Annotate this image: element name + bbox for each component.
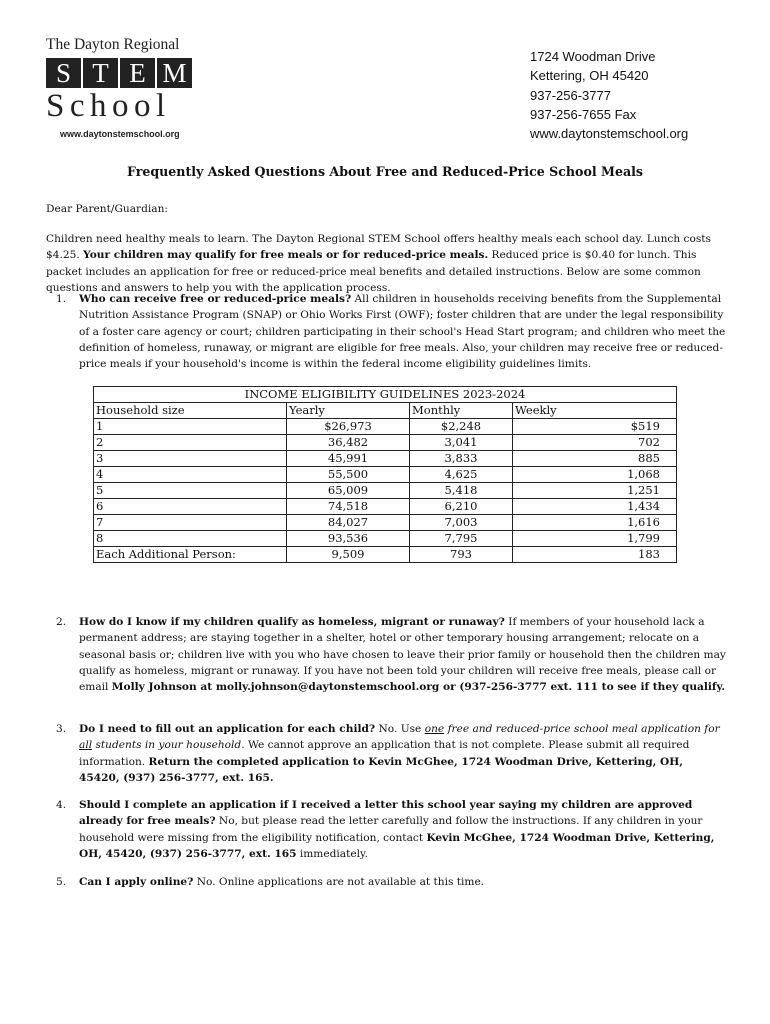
faq-number: 1. bbox=[56, 293, 67, 305]
table-cell: 1,068 bbox=[513, 467, 677, 483]
table-cell: Each Additional Person: bbox=[94, 547, 287, 563]
faq-answer: If members of your household lack a permanent address; are staying together in a shelter, hotel or other temporary housing arrangement; relocate on a seasonal basis or; children live with you who have chosen to leave their prior family or household then the children may qualify as homeless, migrant or runaway. If you have not been told your children will receive free meals, please call or email bbox=[79, 616, 726, 694]
faq-answer-italic: free and reduced-price school meal application for bbox=[447, 723, 720, 735]
table-cell: 1,616 bbox=[513, 515, 677, 531]
table-cell: 9,509 bbox=[287, 547, 410, 563]
table-cell: 4 bbox=[94, 467, 287, 483]
table-header-cell: Household size bbox=[94, 403, 287, 419]
page-title: Frequently Asked Questions About Free and Reduced-Price School Meals bbox=[126, 164, 644, 179]
table-cell: 3,041 bbox=[410, 435, 513, 451]
address-city: Kettering, OH 45420 bbox=[530, 68, 649, 84]
table-cell: 36,482 bbox=[287, 435, 410, 451]
faq-number: 3. bbox=[56, 723, 67, 735]
table-cell: 3 bbox=[94, 451, 287, 467]
table-row bbox=[94, 419, 677, 435]
table-header-cell: Monthly bbox=[410, 403, 513, 419]
faq-question: Do I need to fill out an application for each child? bbox=[79, 723, 376, 735]
table-cell: 183 bbox=[513, 547, 677, 563]
faq-return-instructions: Return the completed application to Kevin McGhee, 1724 Woodman Drive, Kettering, OH, 45420, (937) 256-3777, ext. 165. bbox=[79, 755, 683, 784]
table-header-row bbox=[94, 403, 677, 419]
table-cell: 74,518 bbox=[287, 499, 410, 515]
faq-question: Can I apply online? bbox=[79, 876, 194, 888]
faq-number: 4. bbox=[56, 799, 67, 811]
faq-answer: No, but please read the letter carefully and follow the instructions. If any children in your household were missing from the eligibility notification, contact bbox=[79, 815, 703, 844]
faq-number: 2. bbox=[56, 616, 67, 628]
table-cell: 5,418 bbox=[410, 483, 513, 499]
faq-answer: All children in households receiving benefits from the Supplemental Nutrition Assistance Program (SNAP) or Ohio Works First (OWF); bbox=[79, 293, 722, 322]
table-row bbox=[94, 483, 677, 499]
address-block bbox=[530, 47, 688, 143]
faq-emph-all: all bbox=[79, 739, 93, 752]
faq-emph-one: one bbox=[424, 723, 445, 735]
table-row bbox=[94, 531, 677, 547]
faq-question: Should I complete an application if I received a letter this school year saying my children are approved already for free meals? bbox=[79, 799, 693, 828]
faq-answer: No. Use bbox=[378, 723, 422, 735]
table-cell: $26,973 bbox=[287, 419, 410, 435]
faq-question: How do I know if my children qualify as homeless, migrant or runaway? bbox=[79, 616, 505, 628]
table-cell: 84,027 bbox=[287, 515, 410, 531]
table-cell: 55,500 bbox=[287, 467, 410, 483]
intro-paragraph bbox=[46, 231, 726, 296]
logo-top-line: The Dayton Regional bbox=[46, 36, 180, 53]
faq-answer: No. Online applications are not available at this time. bbox=[196, 876, 485, 888]
faq-answer-cont: We cannot approve an application that is not complete. Please submit all required information. bbox=[79, 739, 690, 768]
intro-bold: Your children may qualify for free meals or for reduced-price meals. bbox=[83, 249, 489, 262]
faq-answer-tail: immediately. bbox=[299, 847, 368, 860]
address-web: www.daytonstemschool.org bbox=[530, 126, 689, 142]
faq-contact: Kevin McGhee, 1724 Woodman Drive, Kettering, OH, 45420, (937) 256-3777, ext. 165 bbox=[79, 831, 715, 860]
table-header-cell: Yearly bbox=[287, 403, 410, 419]
table-cell: 8 bbox=[94, 531, 287, 547]
table-cell: 3,833 bbox=[410, 451, 513, 467]
logo-stem-letters bbox=[46, 58, 206, 88]
faq-contact: Molly Johnson at molly.johnson@daytonstemschool.org or (937-256-3777 ext. 111 to see if they qualify. bbox=[111, 681, 726, 694]
table-cell: 1,434 bbox=[513, 499, 677, 515]
table-cell: 1,799 bbox=[513, 531, 677, 547]
table-row bbox=[94, 435, 677, 451]
faq-answer-italic-2: students in your household. bbox=[95, 739, 245, 752]
table-cell: 7 bbox=[94, 515, 287, 531]
faq-question: Who can receive free or reduced-price meals? bbox=[79, 293, 352, 305]
logo-letter-s: S bbox=[46, 58, 81, 88]
table-row bbox=[94, 515, 677, 531]
address-phone: 937-256-3777 bbox=[530, 87, 611, 103]
table-cell: 45,991 bbox=[287, 451, 410, 467]
income-eligibility-table bbox=[93, 386, 677, 563]
table-cell: 6 bbox=[94, 499, 287, 515]
school-logo bbox=[46, 36, 206, 139]
intro-text-1: Children need healthy meals to learn. The Dayton Regional STEM School offers healthy meals each school day. Lunch costs $4.25. bbox=[46, 233, 711, 262]
address-fax: 937-256-7655 Fax bbox=[530, 106, 637, 122]
table-row bbox=[94, 499, 677, 515]
logo-letter-t: T bbox=[83, 58, 118, 88]
table-cell: 7,795 bbox=[410, 531, 513, 547]
table-cell: 885 bbox=[513, 451, 677, 467]
faq-number: 5. bbox=[56, 876, 67, 888]
faq-item-2 bbox=[46, 614, 726, 695]
logo-letter-e: E bbox=[120, 58, 155, 88]
table-cell: 65,009 bbox=[287, 483, 410, 499]
faq-answer-cont: foster children that are under the legal responsibility of a foster care agency or court; children participating in their school's Head Start program; and children who meet the definition of homeless, runaway, or migrant are eligible for free meals. Also, your children may receive free or reduced-price meals if your household's income is within the federal income eligibility guidelines limits. bbox=[79, 309, 726, 371]
table-row bbox=[94, 547, 677, 563]
table-cell: 7,003 bbox=[410, 515, 513, 531]
table-cell: 1,251 bbox=[513, 483, 677, 499]
address-street: 1724 Woodman Drive bbox=[530, 49, 656, 64]
table-cell: 5 bbox=[94, 483, 287, 499]
table-header-cell: Weekly bbox=[513, 403, 677, 419]
faq-item-3 bbox=[46, 721, 726, 786]
table-cell: 4,625 bbox=[410, 467, 513, 483]
table-caption: INCOME ELIGIBILITY GUIDELINES 2023-2024 bbox=[94, 387, 677, 403]
greeting: Dear Parent/Guardian: bbox=[46, 203, 169, 215]
logo-url: www.daytonstemschool.org bbox=[60, 129, 180, 139]
table-cell: 1 bbox=[94, 419, 287, 435]
table-cell: $2,248 bbox=[410, 419, 513, 435]
logo-letter-m: M bbox=[157, 58, 192, 88]
table-cell: $519 bbox=[513, 419, 677, 435]
table-cell: 793 bbox=[410, 547, 513, 563]
faq-item-1 bbox=[46, 291, 726, 372]
table-row bbox=[94, 451, 677, 467]
intro-text-2: Reduced price is $0.40 for lunch. This packet includes an application for free or reduced-price meal benefits and detailed instructions. Below are some common questions and answers to help you with the application process. bbox=[46, 249, 701, 294]
table-cell: 93,536 bbox=[287, 531, 410, 547]
table-cell: 6,210 bbox=[410, 499, 513, 515]
faq-item-5 bbox=[46, 874, 726, 890]
logo-school-word: School bbox=[46, 88, 171, 124]
table-cell: 2 bbox=[94, 435, 287, 451]
table-cell: 702 bbox=[513, 435, 677, 451]
faq-item-4 bbox=[46, 797, 726, 862]
table-row bbox=[94, 467, 677, 483]
